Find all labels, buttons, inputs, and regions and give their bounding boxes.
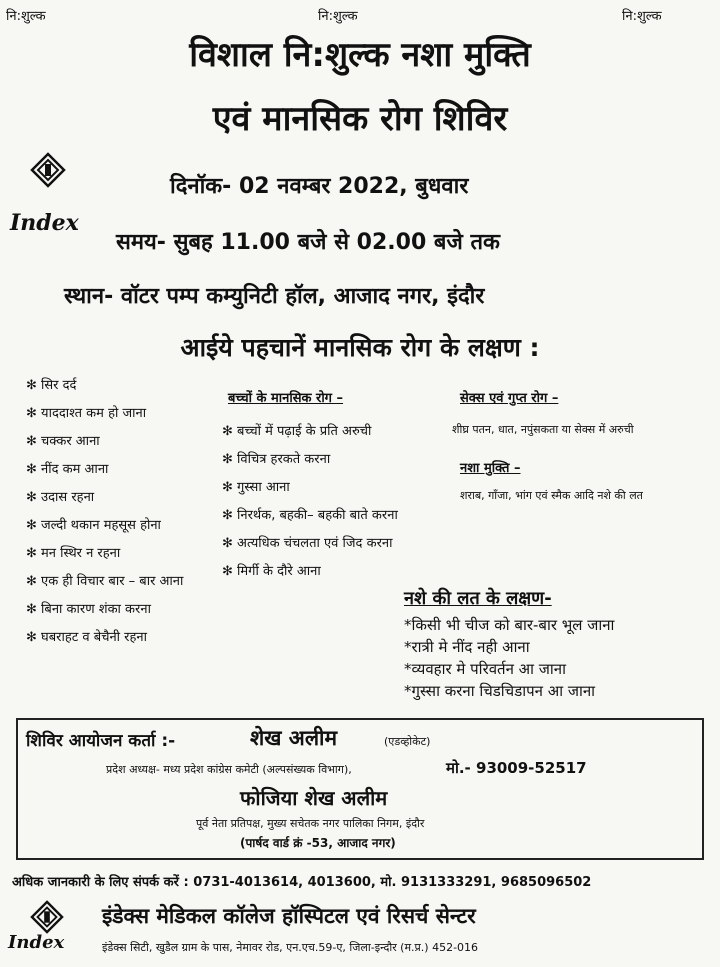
addiction-signs-heading: नशे की लत के लक्षण- [404,588,552,609]
symptom-item: ✻ घबराहट व बेचैनी रहना [26,630,147,645]
symptom-item: ✻ मन स्थिर न रहना [26,546,121,561]
event-time: समय- सुबह 11.00 बजे से 02.00 बजे तक [116,230,500,255]
addiction-signs-list [404,614,614,702]
symptom-item: ✻ एक ही विचार बार – बार आना [26,574,184,589]
symptom-item: ✻ जल्दी थकान महसूस होना [26,518,161,533]
sex-disease-text: शीघ्र पतन, धात, नपुंसकता या सेक्स में अरुची [452,423,634,436]
children-list [222,418,398,586]
ward-label: (पार्षद वार्ड क्रं -53, आजाद नगर) [240,836,396,850]
college-address: इंडेक्स सिटी, खुडैल ग्राम के पास, नेमावर रोड, एन.एच.59-ए, जिला-इन्दौर (म.प्र.) 452-016 [102,941,479,954]
addiction-sign-item: *व्यवहार मे परिवर्तन आ जाना [404,660,567,678]
sex-disease-heading: सेक्स एवं गुप्त रोग – [460,391,559,406]
children-item: ✻ बच्चों में पढ़ाई के प्रति अरुची [222,424,372,439]
symptom-item: ✻ याददाश्त कम हो जाना [26,406,147,421]
index-logo-icon [30,152,66,188]
free-label-left: नि:शुल्क [6,9,46,24]
addiction-sign-item: *किसी भी चीज को बार-बार भूल जाना [404,616,615,634]
title-line-1: विशाल नि:शुल्क नशा मुक्ति [189,35,531,75]
symptom-item: ✻ बिना कारण शंका करना [26,602,151,617]
organizer-label: शिविर आयोजन कर्ता :- [26,731,176,751]
organizer-title: (एडव्होकेट) [384,735,431,748]
index-brand-label: Index [10,210,79,236]
event-date: दिनॉक- 02 नवम्बर 2022, बुधवार [170,174,469,199]
children-heading: बच्चों के मानसिक रोग – [228,391,344,406]
symptom-item: ✻ नींद कम आना [26,462,109,477]
children-item: ✻ अत्यधिक चंचलता एवं जिद करना [222,536,393,551]
symptom-list [26,372,183,652]
organizer-name: शेख अलीम [250,726,338,750]
children-item: ✻ निरर्थक, बहकी– बहकी बाते करना [222,508,398,523]
event-venue: स्थान- वॉटर पम्प कम्युनिटी हॉल, आजाद नगर, इंदौर [64,284,485,309]
title-line-2: एवं मानसिक रोग शिविर [212,99,508,139]
free-label-center: नि:शुल्क [318,9,358,24]
index-footer-label: Index [8,932,65,953]
index-logo-footer-icon [30,900,64,934]
organizer-role: प्रदेश अध्यक्ष- मध्य प्रदेश कांग्रेस कमेटी (अल्पसंख्यक विभाग), [106,763,352,776]
addiction-free-text: शराब, गाँजा, भांग एवं स्मैक आदि नशे की लत [460,489,643,502]
organizer-mobile: मो.- 93009-52517 [446,759,587,777]
second-organizer-name: फोजिया शेख अलीम [240,786,388,810]
children-item: ✻ गुस्सा आना [222,480,290,495]
free-label-right: नि:शुल्क [622,9,662,24]
children-item: ✻ मिर्गी के दौरे आना [222,564,321,579]
contact-line: अधिक जानकारी के लिए संपर्क करें : 0731-4013614, 4013600, मो. 9131333291, 9685096502 [12,875,592,890]
symptom-item: ✻ उदास रहना [26,490,95,505]
symptoms-tagline: आईये पहचानें मानसिक रोग के लक्षण : [180,333,540,362]
addiction-sign-item: *रात्री मे नींद नही आना [404,638,530,656]
addiction-free-heading: नशा मुक्ति – [460,461,521,476]
symptom-item: ✻ सिर दर्द [26,378,77,393]
second-organizer-role: पूर्व नेता प्रतिपक्ष, मुख्य सचेतक नगर पालिका निगम, इंदौर [196,817,425,830]
addiction-sign-item: *गुस्सा करना चिडचिडापन आ जाना [404,682,596,700]
college-name: इंडेक्स मेडिकल कॉलेज हॉस्पिटल एवं रिसर्च सेन्टर [102,904,476,928]
children-item: ✻ विचित्र हरकते करना [222,452,331,467]
symptom-item: ✻ चक्कर आना [26,434,100,449]
